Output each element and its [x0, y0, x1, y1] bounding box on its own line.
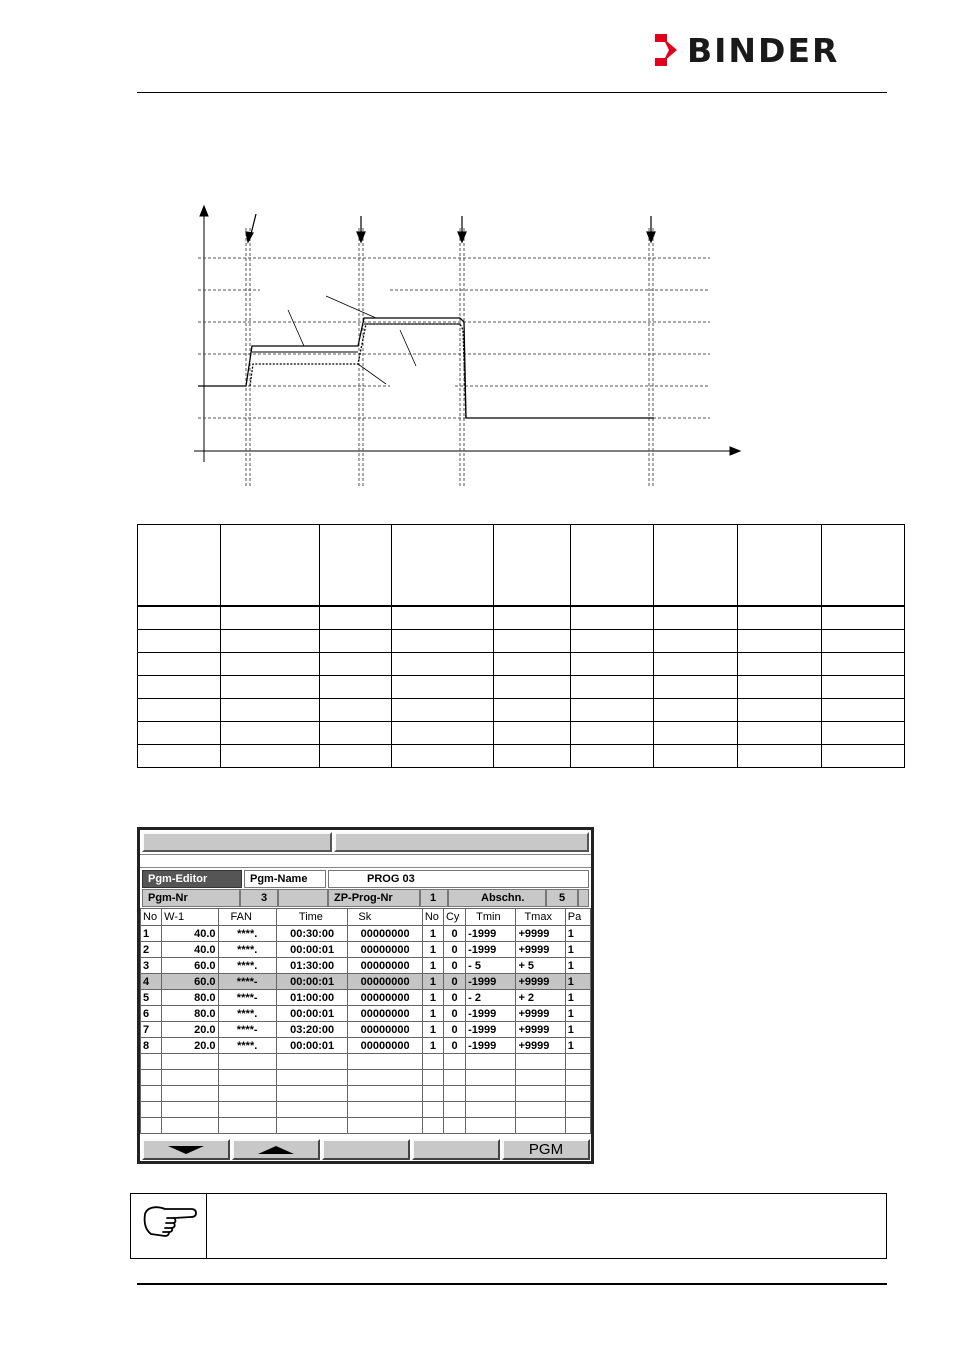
cell-pa[interactable]: 1: [565, 1022, 590, 1038]
pointing-hand-icon: [139, 1200, 199, 1240]
top-divider-2: [140, 867, 591, 868]
cell-fan[interactable]: ****.: [218, 926, 276, 942]
cell-tmax[interactable]: +9999: [516, 926, 565, 942]
cell-tmax[interactable]: + 2: [516, 990, 565, 1006]
cell-w1[interactable]: 20.0: [162, 1022, 218, 1038]
cell-tmin[interactable]: -1999: [466, 974, 516, 990]
cell-tmin[interactable]: -1999: [466, 942, 516, 958]
cell-no2[interactable]: 1: [422, 958, 443, 974]
empty-cell: [218, 1086, 276, 1102]
cell-no[interactable]: 5: [141, 990, 162, 1006]
cell-cy[interactable]: 0: [443, 1038, 465, 1054]
cell-pa[interactable]: 1: [565, 958, 590, 974]
zp-prog-nr-label: ZP-Prog-Nr: [328, 889, 420, 907]
scroll-down-button[interactable]: [142, 1139, 230, 1160]
cell-no2[interactable]: 1: [422, 1038, 443, 1054]
col-header: Tmin: [466, 909, 516, 926]
section-spacer: [578, 889, 589, 907]
empty-cell: [443, 1102, 465, 1118]
cell-sk[interactable]: 00000000: [348, 1006, 422, 1022]
empty-cell: [422, 1102, 443, 1118]
empty-cell: [443, 1118, 465, 1134]
empty-cell: [141, 1070, 162, 1086]
cell-fan[interactable]: ****.: [218, 1006, 276, 1022]
program-profile-diagram: [180, 200, 750, 490]
empty-cell: [218, 1054, 276, 1070]
pgm-nr-value: 3: [240, 889, 278, 907]
empty-cell: [162, 1102, 218, 1118]
empty-cell: [466, 1070, 516, 1086]
cell-w1[interactable]: 40.0: [162, 926, 218, 942]
empty-cell: [443, 1086, 465, 1102]
cell-w1[interactable]: 40.0: [162, 942, 218, 958]
cell-time[interactable]: 03:20:00: [276, 1022, 347, 1038]
empty-row: [141, 1070, 591, 1086]
table-row[interactable]: [141, 974, 591, 990]
table-row[interactable]: [141, 1006, 591, 1022]
cell-pa[interactable]: 1: [565, 926, 590, 942]
function-button-3[interactable]: [322, 1139, 410, 1160]
cell-tmin[interactable]: -1999: [466, 1022, 516, 1038]
cell-sk[interactable]: 00000000: [348, 958, 422, 974]
cell-no[interactable]: 4: [141, 974, 162, 990]
binder-logo: [655, 30, 839, 70]
empty-cell: [443, 1054, 465, 1070]
cell-no2[interactable]: 1: [422, 974, 443, 990]
arrow-down-icon: [168, 1145, 204, 1155]
cell-w1[interactable]: 60.0: [162, 974, 218, 990]
cell-pa[interactable]: 1: [565, 1038, 590, 1054]
cell-time[interactable]: 00:00:01: [276, 974, 347, 990]
top-tab-right[interactable]: [334, 832, 589, 852]
program-steps-table: [140, 908, 591, 1134]
cell-sk[interactable]: 00000000: [348, 1022, 422, 1038]
empty-cell: [466, 1054, 516, 1070]
top-tab-left[interactable]: [142, 832, 332, 852]
cell-w1[interactable]: 80.0: [162, 1006, 218, 1022]
empty-row: [141, 1054, 591, 1070]
cell-sk[interactable]: 00000000: [348, 926, 422, 942]
arrow-up-icon: [258, 1145, 294, 1155]
pgm-name-value[interactable]: PROG 03: [328, 870, 589, 888]
empty-cell: [276, 1102, 347, 1118]
empty-row: [141, 1118, 591, 1134]
col-header: No: [141, 909, 162, 926]
cell-fan[interactable]: ****-: [218, 1022, 276, 1038]
cell-w1[interactable]: 20.0: [162, 1038, 218, 1054]
col-header: Pa: [565, 909, 590, 926]
footer-rule: [137, 1283, 887, 1285]
empty-cell: [565, 1102, 590, 1118]
program-editor-screen: [137, 827, 594, 1164]
col-header: Cy: [443, 909, 465, 926]
empty-cell: [348, 1086, 422, 1102]
empty-cell: [218, 1102, 276, 1118]
cell-cy[interactable]: 0: [443, 942, 465, 958]
top-divider: [140, 854, 591, 855]
empty-cell: [162, 1086, 218, 1102]
empty-cell: [516, 1102, 565, 1118]
cell-no[interactable]: 7: [141, 1022, 162, 1038]
cell-no2[interactable]: 1: [422, 1022, 443, 1038]
header-rule: [137, 92, 887, 93]
cell-fan[interactable]: ****.: [218, 958, 276, 974]
section-value[interactable]: 5: [546, 889, 578, 907]
empty-cell: [422, 1118, 443, 1134]
cell-tmin[interactable]: - 5: [466, 958, 516, 974]
cell-cy[interactable]: 0: [443, 1022, 465, 1038]
cell-w1[interactable]: 60.0: [162, 958, 218, 974]
cell-sk[interactable]: 00000000: [348, 1038, 422, 1054]
empty-cell: [443, 1070, 465, 1086]
cell-cy[interactable]: 0: [443, 958, 465, 974]
pgm-nr-label: Pgm-Nr: [142, 889, 240, 907]
cell-tmax[interactable]: +9999: [516, 1006, 565, 1022]
cell-no2[interactable]: 1: [422, 990, 443, 1006]
note-divider: [206, 1194, 207, 1258]
cell-tmax[interactable]: + 5: [516, 958, 565, 974]
zp-prog-nr-value[interactable]: 1: [420, 889, 448, 907]
empty-cell: [141, 1102, 162, 1118]
pgm-button-label: PGM: [528, 1141, 564, 1158]
cell-tmin[interactable]: -1999: [466, 1038, 516, 1054]
empty-cell: [348, 1102, 422, 1118]
table-row[interactable]: [141, 1022, 591, 1038]
empty-cell: [516, 1054, 565, 1070]
cell-cy[interactable]: 0: [443, 990, 465, 1006]
cell-no[interactable]: 2: [141, 942, 162, 958]
empty-cell: [348, 1054, 422, 1070]
cell-no[interactable]: 8: [141, 1038, 162, 1054]
pgm-nr-spacer: [278, 889, 328, 907]
cell-fan[interactable]: ****-: [218, 990, 276, 1006]
cell-sk[interactable]: 00000000: [348, 990, 422, 1006]
cell-pa[interactable]: 1: [565, 942, 590, 958]
empty-cell: [466, 1086, 516, 1102]
empty-cell: [422, 1086, 443, 1102]
cell-tmax[interactable]: +9999: [516, 942, 565, 958]
empty-cell: [466, 1102, 516, 1118]
pgm-button[interactable]: [502, 1139, 590, 1160]
cell-tmin[interactable]: -1999: [466, 926, 516, 942]
empty-cell: [565, 1118, 590, 1134]
cell-pa[interactable]: 1: [565, 974, 590, 990]
empty-cell: [348, 1070, 422, 1086]
binder-logo-icon: [655, 34, 679, 66]
cell-tmax[interactable]: +9999: [516, 1038, 565, 1054]
cell-no2[interactable]: 1: [422, 926, 443, 942]
cell-time[interactable]: 00:00:01: [276, 942, 347, 958]
empty-cell: [516, 1086, 565, 1102]
cell-time[interactable]: 00:00:01: [276, 1038, 347, 1054]
note-box: [130, 1193, 887, 1259]
empty-cell: [276, 1086, 347, 1102]
brand-name: BINDER: [687, 30, 840, 70]
cell-fan[interactable]: ****-: [218, 974, 276, 990]
col-header: Sk: [348, 909, 422, 926]
empty-cell: [276, 1054, 347, 1070]
pgm-editor-label: Pgm-Editor: [142, 870, 242, 888]
empty-cell: [162, 1054, 218, 1070]
empty-cell: [565, 1086, 590, 1102]
table-row[interactable]: [141, 942, 591, 958]
table-header-row: [141, 909, 591, 926]
cell-sk[interactable]: 00000000: [348, 974, 422, 990]
empty-cell: [141, 1086, 162, 1102]
col-header: No: [422, 909, 443, 926]
cell-tmax[interactable]: +9999: [516, 1022, 565, 1038]
empty-cell: [348, 1118, 422, 1134]
empty-cell: [141, 1054, 162, 1070]
table-row[interactable]: [141, 958, 591, 974]
empty-cell: [162, 1070, 218, 1086]
cell-w1[interactable]: 80.0: [162, 990, 218, 1006]
cell-fan[interactable]: ****.: [218, 1038, 276, 1054]
cell-no2[interactable]: 1: [422, 942, 443, 958]
cell-no[interactable]: 6: [141, 1006, 162, 1022]
col-header: W-1: [162, 909, 218, 926]
cell-sk[interactable]: 00000000: [348, 942, 422, 958]
empty-cell: [162, 1118, 218, 1134]
cell-cy[interactable]: 0: [443, 926, 465, 942]
cell-no[interactable]: 3: [141, 958, 162, 974]
empty-cell: [466, 1118, 516, 1134]
empty-cell: [422, 1054, 443, 1070]
section-label: Abschn.: [448, 889, 546, 907]
table-row[interactable]: [141, 926, 591, 942]
col-header: FAN: [218, 909, 276, 926]
empty-cell: [218, 1070, 276, 1086]
program-table-empty: [137, 524, 905, 768]
cell-pa[interactable]: 1: [565, 1006, 590, 1022]
empty-cell: [218, 1118, 276, 1134]
cell-time[interactable]: 01:00:00: [276, 990, 347, 1006]
col-header: Time: [276, 909, 347, 926]
pgm-name-label: Pgm-Name: [244, 870, 326, 888]
table-row[interactable]: [141, 990, 591, 1006]
cell-tmax[interactable]: +9999: [516, 974, 565, 990]
empty-cell: [141, 1118, 162, 1134]
empty-cell: [565, 1054, 590, 1070]
empty-row: [141, 1102, 591, 1118]
cell-cy[interactable]: 0: [443, 1006, 465, 1022]
empty-cell: [276, 1070, 347, 1086]
table-row[interactable]: [141, 1038, 591, 1054]
cell-time[interactable]: 00:00:01: [276, 1006, 347, 1022]
empty-cell: [276, 1118, 347, 1134]
empty-cell: [565, 1070, 590, 1086]
empty-cell: [422, 1070, 443, 1086]
function-button-4[interactable]: [412, 1139, 500, 1160]
empty-cell: [516, 1118, 565, 1134]
cell-pa[interactable]: 1: [565, 990, 590, 1006]
scroll-up-button[interactable]: [232, 1139, 320, 1160]
cell-fan[interactable]: ****.: [218, 942, 276, 958]
cell-no2[interactable]: 1: [422, 1006, 443, 1022]
col-header: Tmax: [516, 909, 565, 926]
empty-cell: [516, 1070, 565, 1086]
cell-time[interactable]: 01:30:00: [276, 958, 347, 974]
cell-cy[interactable]: 0: [443, 974, 465, 990]
empty-row: [141, 1086, 591, 1102]
cell-time[interactable]: 00:30:00: [276, 926, 347, 942]
cell-no[interactable]: 1: [141, 926, 162, 942]
cell-tmin[interactable]: - 2: [466, 990, 516, 1006]
cell-tmin[interactable]: -1999: [466, 1006, 516, 1022]
